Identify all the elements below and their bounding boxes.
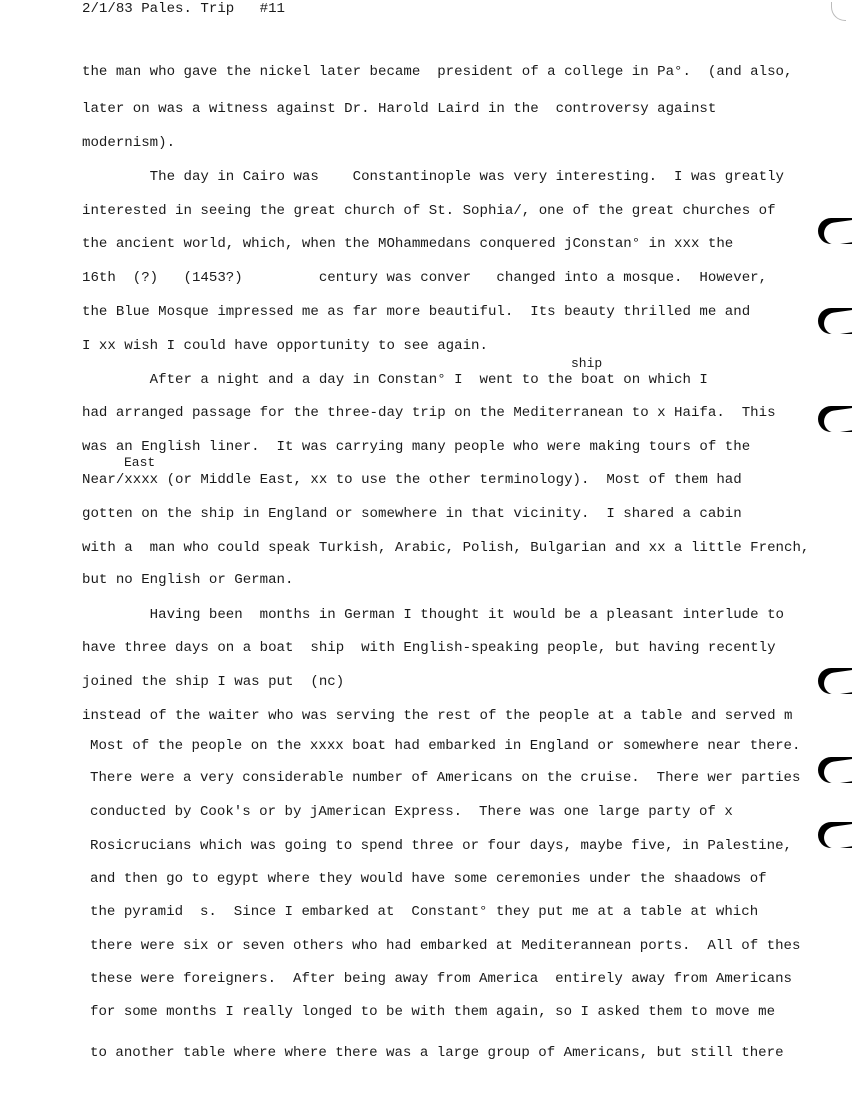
text-line-18: have three days on a boat ship with English-speaking people, but having recently [82,640,776,656]
text-line-12: was an English liner. It was carrying many people who were making tours of the [82,439,751,455]
text-line-3: modernism). [82,135,176,151]
punch-hole-shadow [818,757,852,783]
text-line-22: There were a very considerable number of Americans on the cruise. There wer parties [90,770,801,786]
text-line-21: Most of the people on the xxxx boat had embarked in England or somewhere near there. [90,738,801,754]
text-line-29: for some months I really longed to be with them again, so I asked them to move me [90,1004,776,1020]
text-line-9: I xx wish I could have opportunity to see again. [82,338,488,354]
text-line-26: the pyramid s. Since I embarked at Constant° they put me at a table at which [90,904,759,920]
text-line-13: Near/xxxx (or Middle East, xx to use the other terminology). Most of them had [82,472,742,488]
text-line-5: interested in seeing the great church of St. Sophia/, one of the great churches of [82,203,776,219]
punch-hole-shadow [818,406,852,432]
insertion-ship: ship [571,356,603,371]
text-line-28: these were foreigners. After being away from America entirely away from Americans [90,971,792,987]
punch-hole-shadow [818,218,852,244]
page-corner-mark [831,2,846,21]
text-line-14: gotten on the ship in England or somewhere in that vicinity. I shared a cabin [82,506,742,522]
punch-hole-shadow [818,822,852,848]
text-line-1: the man who gave the nickel later became president of a college in Pa°. (and also, [82,64,793,80]
text-line-7: 16th (?) (1453?) century was conver changed into a mosque. However, [82,270,768,286]
text-line-10: After a night and a day in Constan° I went to the boat on which I [82,372,708,388]
text-line-15: with a man who could speak Turkish, Arabic, Polish, Bulgarian and xx a little French, [82,540,810,556]
text-line-8: the Blue Mosque impressed me as far more beautiful. Its beauty thrilled me and [82,304,751,320]
text-line-11: had arranged passage for the three-day trip on the Mediterranean to x Haifa. This [82,405,776,421]
punch-hole-shadow [818,308,852,334]
text-line-30: to another table where where there was a large group of Americans, but still there [90,1045,784,1061]
text-line-2: later on was a witness against Dr. Harold Laird in the controversy against [82,101,717,117]
text-line-20: instead of the waiter who was serving the rest of the people at a table and served m [82,708,793,724]
punch-hole-shadow [818,668,852,694]
text-line-17: Having been months in German I thought it would be a pleasant interlude to [82,607,784,623]
text-line-19: joined the ship I was put (nc) [82,674,345,690]
text-line-27: there were six or seven others who had embarked at Mediterannean ports. All of thes [90,938,801,954]
text-line-25: and then go to egypt where they would have some ceremonies under the shaadows of [90,871,767,887]
insertion-east: East [124,455,156,470]
text-line-23: conducted by Cook's or by jAmerican Express. There was one large party of x [90,804,733,820]
text-line-4: The day in Cairo was Constantinople was very interesting. I was greatly [82,169,784,185]
page-header: 2/1/83 Pales. Trip #11 [82,1,285,17]
text-line-16: but no English or German. [82,572,294,588]
text-line-6: the ancient world, which, when the MOhammedans conquered jConstan° in xxx the [82,236,734,252]
text-line-24: Rosicrucians which was going to spend three or four days, maybe five, in Palestine, [90,838,792,854]
